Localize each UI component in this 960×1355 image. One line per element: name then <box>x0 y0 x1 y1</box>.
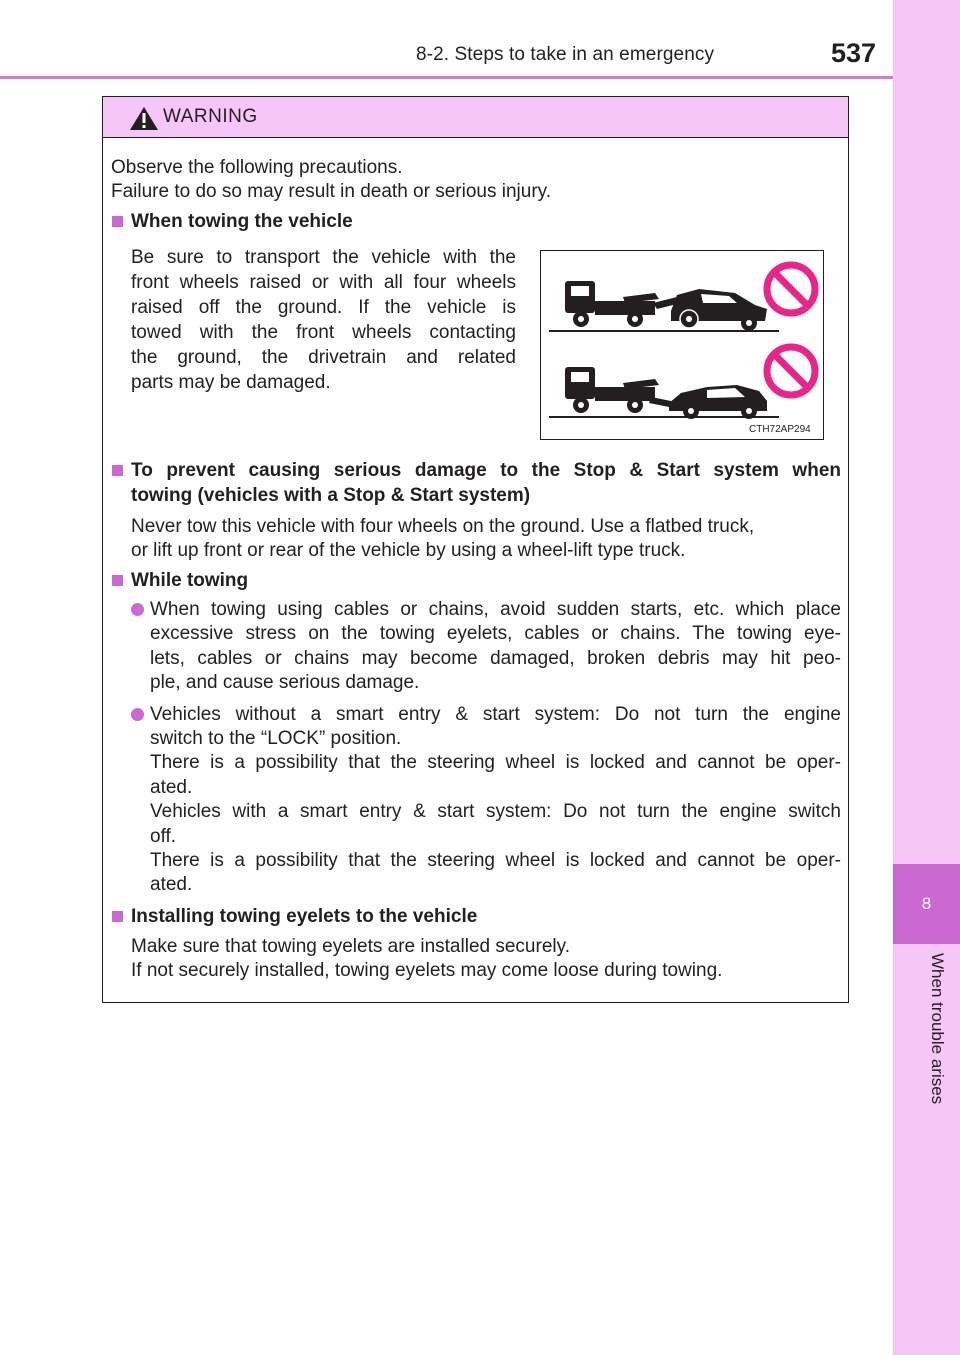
round-bullet-icon <box>131 603 144 616</box>
bullet-text-line: ated. <box>150 777 193 798</box>
header-rule <box>0 76 893 79</box>
towing-text-line: raised off the ground. If the vehicle is <box>131 297 516 318</box>
section-heading: When towing the vehicle <box>131 211 353 232</box>
towing-text-line: front wheels raised or with all four wheels <box>131 272 516 293</box>
warning-header <box>103 97 848 138</box>
page-number: 537 <box>831 38 877 68</box>
eyelets-text-line: If not securely installed, towing eyelets may come loose during towing. <box>131 960 723 981</box>
warning-triangle-icon <box>129 106 159 131</box>
chapter-side-tab <box>893 0 960 1355</box>
bullet-text-line: ated. <box>150 874 193 895</box>
bullet-text-line: There is a possibility that the steering wheel is locked and cannot be oper- <box>150 752 841 773</box>
section-heading: While towing <box>131 570 249 591</box>
square-bullet-icon <box>112 911 123 922</box>
figure-code: CTH72AP294 <box>749 424 811 435</box>
bullet-text-line: switch to the “LOCK” position. <box>150 728 402 749</box>
stop-start-text-line: or lift up front or rear of the vehicle by using a wheel-lift type truck. <box>131 540 686 561</box>
prohibition-icon <box>767 347 815 395</box>
stop-start-text-line: Never tow this vehicle with four wheels on the ground. Use a flatbed truck, <box>131 516 755 537</box>
towing-illustration <box>540 250 824 440</box>
bullet-text-line: excessive stress on the towing eyelets, cables or chains. The towing eye- <box>150 623 841 644</box>
chapter-title: When trouble arises <box>928 953 947 1105</box>
bullet-text-line: There is a possibility that the steering wheel is locked and cannot be oper- <box>150 850 841 871</box>
towed-car-icon <box>669 385 767 419</box>
bullet-text-line: When towing using cables or chains, avoid sudden starts, etc. which place <box>150 599 841 620</box>
round-bullet-icon <box>131 708 144 721</box>
eyelets-text-line: Make sure that towing eyelets are installed securely. <box>131 936 570 957</box>
towed-car-icon <box>671 289 767 331</box>
warning-label: WARNING <box>163 106 258 127</box>
square-bullet-icon <box>112 575 123 586</box>
tow-truck-icon <box>565 281 681 327</box>
bullet-text-line: Vehicles with a smart entry & start system: Do not turn the engine switch <box>150 801 841 822</box>
section-title: 8-2. Steps to take in an emergency <box>416 44 715 65</box>
tow-truck-icon <box>565 367 671 413</box>
intro-line: Observe the following precautions. <box>111 157 403 178</box>
prohibition-icon <box>767 265 815 313</box>
section-heading: towing (vehicles with a Stop & Start system) <box>131 485 531 506</box>
square-bullet-icon <box>112 216 123 227</box>
section-heading: To prevent causing serious damage to the Stop & Start system when <box>131 460 841 481</box>
intro-line: Failure to do so may result in death or serious injury. <box>111 181 552 202</box>
bullet-text-line: off. <box>150 826 177 847</box>
warning-box <box>102 96 849 1003</box>
bullet-text-line: ple, and cause serious damage. <box>150 672 420 693</box>
bullet-text-line: Vehicles without a smart entry & start system: Do not turn the engine <box>150 704 841 725</box>
square-bullet-icon <box>112 465 123 476</box>
bullet-text-line: lets, cables or chains may become damaged, broken debris may hit peo- <box>150 648 841 669</box>
towing-text-line: towed with the front wheels contacting <box>131 322 516 343</box>
chapter-number: 8 <box>893 864 960 944</box>
tow-truck-illustration <box>541 251 823 439</box>
section-heading: Installing towing eyelets to the vehicle <box>131 906 478 927</box>
towing-text-line: the ground, the drivetrain and related <box>131 347 516 368</box>
towing-text-line: Be sure to transport the vehicle with the <box>131 247 516 268</box>
towing-text-line: parts may be damaged. <box>131 372 331 393</box>
